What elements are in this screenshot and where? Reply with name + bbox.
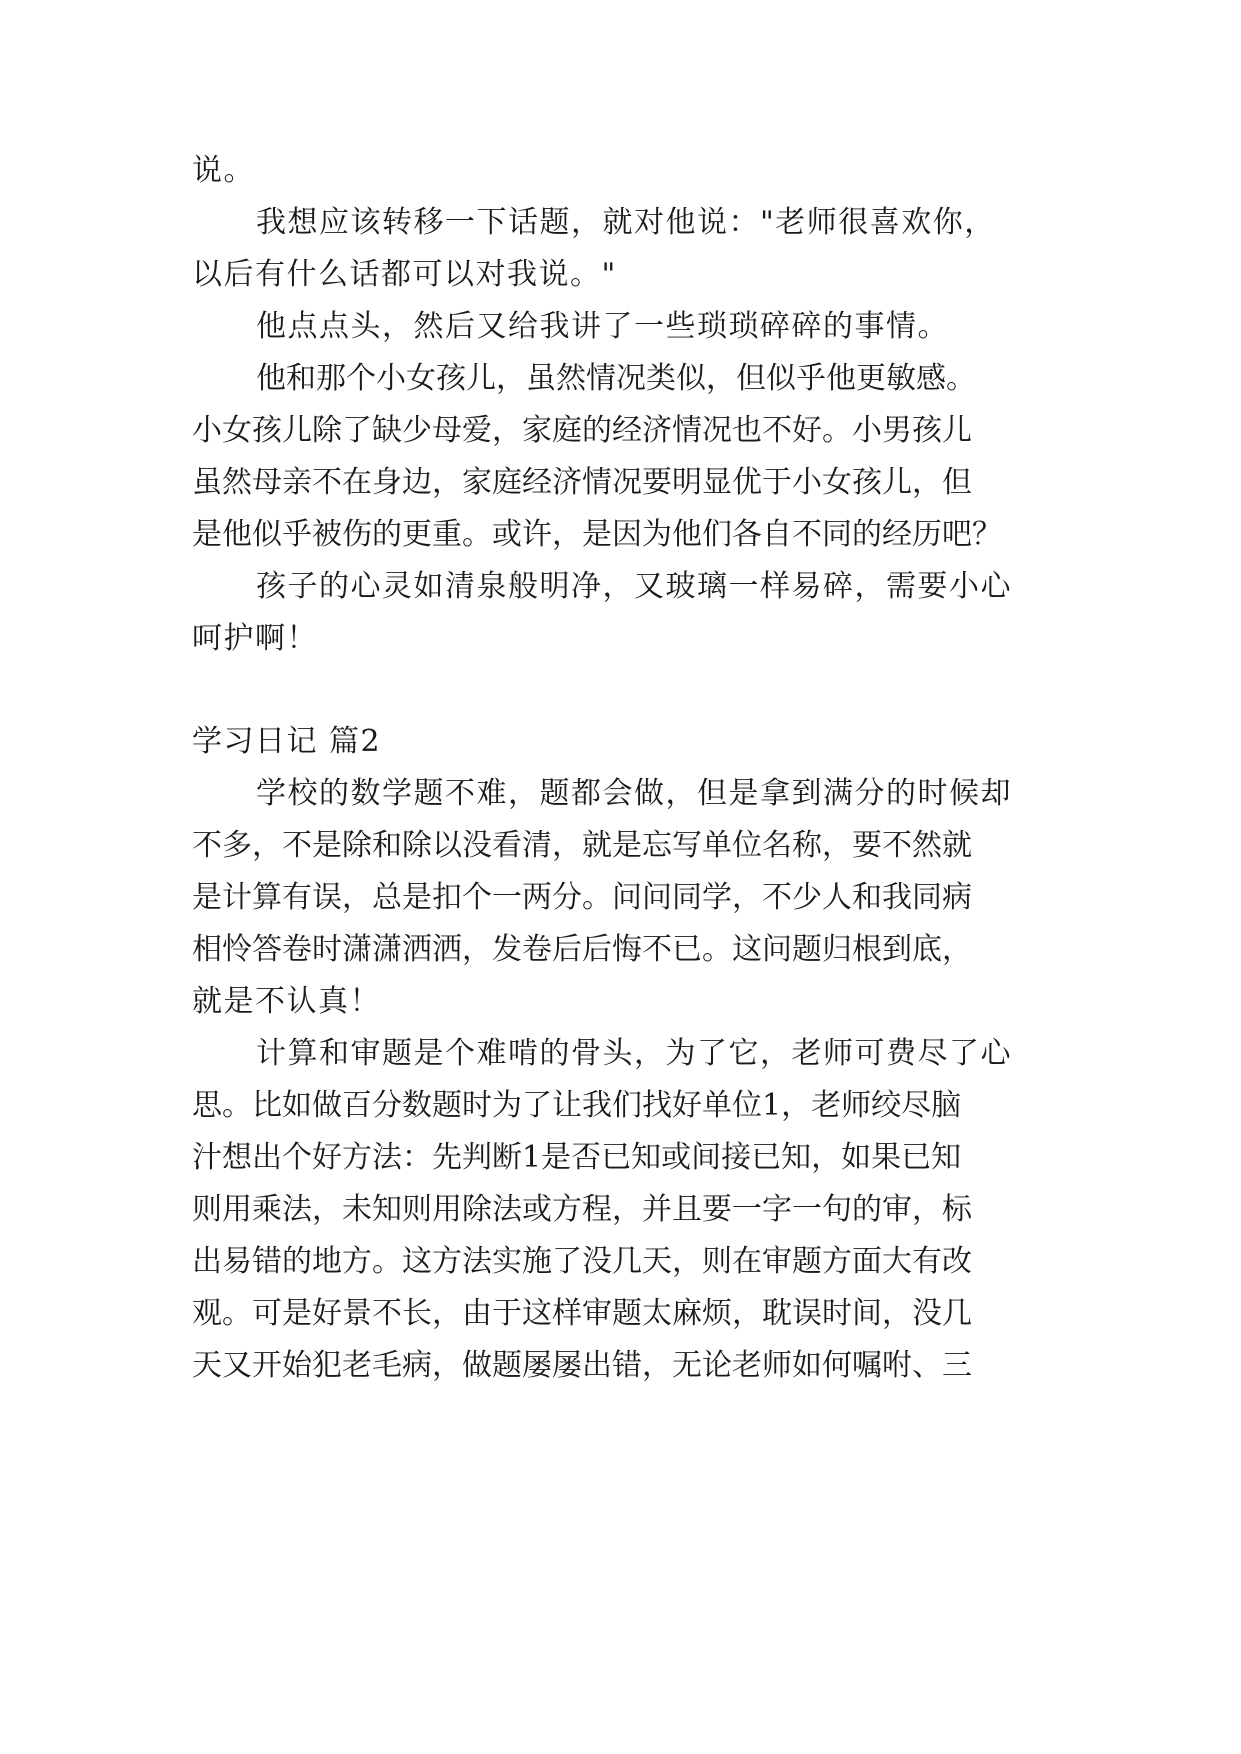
text-line: 出易错的地方。这方法实施了没几天，则在审题方面大有改 — [192, 1244, 972, 1279]
text-line: 就是不认真！ — [192, 984, 381, 1019]
text-line: 虽然母亲不在身边，家庭经济情况要明显优于小女孩儿，但 — [192, 465, 972, 500]
text-line: 则用乘法，未知则用除法或方程，并且要一字一句的审，标 — [192, 1192, 972, 1227]
text-line: 是计算有误，总是扣个一两分。问问同学，不少人和我同病 — [192, 880, 972, 915]
text-line: 计算和审题是个难啃的骨头，为了它，老师可费尽了心 — [256, 1036, 1012, 1071]
text-line: 以后有什么话都可以对我说。" — [192, 257, 617, 292]
text-line: 汁想出个好方法：先判断1是否已知或间接已知，如果已知 — [192, 1140, 962, 1175]
text-line: 我想应该转移一下话题，就对他说："老师很喜欢你， — [256, 205, 996, 240]
section-heading: 学习日记 篇2 — [192, 724, 382, 759]
text-line: 观。可是好景不长，由于这样审题太麻烦，耽误时间，没几 — [192, 1296, 972, 1331]
text-line: 小女孩儿除了缺少母爱，家庭的经济情况也不好。小男孩儿 — [192, 413, 972, 448]
text-line: 相怜答卷时潇潇洒洒，发卷后后悔不已。这问题归根到底， — [192, 932, 972, 967]
text-line: 呵护啊！ — [192, 621, 318, 656]
text-line: 他和那个小女孩儿，虽然情况类似，但似乎他更敏感。 — [256, 361, 976, 396]
text-line: 学校的数学题不难，题都会做，但是拿到满分的时候却 — [256, 776, 1012, 811]
text-line: 天又开始犯老毛病，做题屡屡出错，无论老师如何嘱咐、三 — [192, 1348, 972, 1383]
text-line: 说。 — [192, 153, 255, 188]
text-line: 他点点头，然后又给我讲了一些琐琐碎碎的事情。 — [256, 309, 949, 344]
text-line: 思。比如做百分数题时为了让我们找好单位1，老师绞尽脑 — [192, 1088, 962, 1123]
text-line: 孩子的心灵如清泉般明净，又玻璃一样易碎，需要小心 — [256, 569, 1012, 604]
text-line: 不多，不是除和除以没看清，就是忘写单位名称，要不然就 — [192, 828, 972, 863]
text-line: 是他似乎被伤的更重。或许，是因为他们各自不同的经历吧？ — [192, 517, 1002, 552]
